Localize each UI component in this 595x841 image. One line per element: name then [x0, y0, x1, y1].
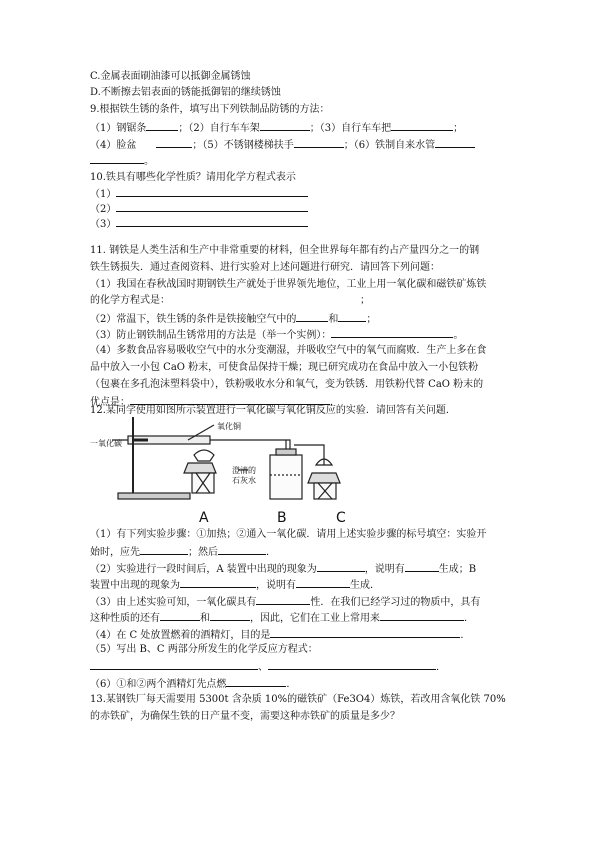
blank[interactable]	[270, 627, 460, 638]
q12-stem: 12.某同学使用如图所示装置进行一氧化碳与氧化铜反应的实验．请回答有关问题．	[90, 405, 456, 416]
equation-blank[interactable]	[268, 659, 436, 670]
option-c: C.金属表面刷油漆可以抵御金属锈蚀	[90, 71, 251, 82]
q11-3: （3）防止钢铁制品生锈常用的方法是（举一个实例）： 。	[90, 327, 463, 343]
q12-2-a: （2）实验进行一段时间后，A 装置中出现的现象为 ，说明有 生成；B	[90, 561, 476, 577]
q11-4-b: 品中放入一小包 CaO 粉末，可使食品保持干燥；现已研究成功在食品中放入一小包铁粉	[90, 362, 479, 373]
equation-blank[interactable]	[90, 659, 258, 670]
q11-2: （2）常温下，铁生锈的条件是铁接触空气中的 和 ；	[90, 311, 376, 327]
blank[interactable]	[260, 120, 310, 131]
q11-4-a: （4）多数食品容易吸收空气中的水分变潮湿，并吸收空气中的氧气而腐败．生产上多在食	[90, 345, 487, 356]
blank[interactable]	[140, 544, 188, 555]
blank[interactable]	[180, 577, 256, 588]
label-c: C	[336, 510, 346, 526]
blank[interactable]	[90, 153, 144, 164]
blank[interactable]	[146, 120, 178, 131]
blank[interactable]	[296, 577, 350, 588]
q12-1-a: （1）有下列实验步骤：①加热；②通入一氧化碳．请用上述实验步骤的标号填空：实验开	[90, 529, 487, 540]
q12-6: （6）①和②两个酒精灯先点燃 ．	[90, 676, 296, 692]
q13-stem-1: 13.某钢铁厂每天需要用 5300t 含杂质 10%的磁铁矿（Fe3O4）炼铁，若改用含氧化铁 70%	[90, 694, 506, 705]
q9-row3: 。	[90, 153, 154, 169]
q12-4: （4）在 C 处放置燃着的酒精灯，目的是 ．	[90, 627, 470, 643]
burner-flame-a	[194, 450, 214, 461]
option-d: D.不断擦去铝表面的锈能抵御铝的继续锈蚀	[90, 87, 281, 98]
q9-row2: （4）脸盆 ；（5）不锈钢楼梯扶手 ；（6）铁制自来水管	[90, 137, 475, 153]
answer-line[interactable]	[116, 186, 308, 197]
q12-5-answers: 、 ．	[90, 659, 446, 675]
blank[interactable]	[218, 544, 266, 555]
blank[interactable]	[160, 610, 200, 621]
label-limewater-2: 石灰水	[232, 476, 256, 485]
q12-5-stem: （5）写出 B、C 两部分所发生的化学反应方程式：	[90, 644, 318, 655]
q11-stem-1: 11. 钢铁是人类生活和生产中非常重要的材料，但全世界每年都有约占产量四分之一的钢	[90, 245, 480, 256]
answer-line[interactable]	[116, 216, 308, 227]
q12-3-a: （3）由上述实验可知，一氧化碳具有 性．在我们已经学习过的物质中，具有	[90, 594, 480, 610]
iron-stand-base	[118, 493, 190, 499]
q10-line2: （2）	[90, 201, 308, 217]
q11-4-d: 优点是： ．	[90, 394, 340, 410]
q10-line1: （1）	[90, 186, 308, 202]
blank[interactable]	[338, 311, 366, 322]
q11-4-c: （包裹在多孔泡沫塑料袋中），铁粉吸收水分和氧气，变为铁锈．用铁粉代替 CaO 粉末的	[90, 379, 484, 390]
q10-stem: 10.铁具有哪些化学性质？请用化学方程式表示	[90, 172, 296, 183]
blank[interactable]	[156, 137, 192, 148]
q11-1-b: 的化学方程式是： ；	[90, 295, 370, 306]
q13-stem-2: 的赤铁矿，为确保生铁的日产量不变，需要这种赤铁矿的质量是多少？	[90, 711, 400, 722]
label-cuo: 氧化铜	[217, 422, 241, 431]
q12-1-b: 始时，应先 ；然后 ．	[90, 544, 276, 560]
blank[interactable]	[256, 594, 310, 605]
blank[interactable]	[405, 561, 439, 572]
q9-stem: 9.根据铁生锈的条件，填写出下列铁制品防锈的方法：	[90, 104, 330, 115]
q9-row1: （1）钢锯条 ；（2）自行车车架 ；（3）自行车车把 ；	[90, 120, 463, 136]
q12-3-b: 这种性质的还有 和 ，因此，它们在工业上常用来 ．	[90, 610, 474, 626]
blank[interactable]	[226, 676, 286, 687]
blank[interactable]	[435, 137, 475, 148]
label-b: B	[277, 510, 287, 526]
label-co: 一氧化碳	[90, 439, 122, 448]
blank[interactable]	[380, 610, 464, 621]
q11-1-a: （1）我国在春秋战国时期钢铁生产就处于世界领先地位，工业上用一氧化碳和磁铁矿炼铁	[90, 279, 487, 290]
q10-line3: （3）	[90, 216, 308, 232]
blank[interactable]	[391, 120, 453, 131]
label-a: A	[199, 510, 209, 526]
label-limewater-1: 澄清的	[232, 466, 256, 475]
blank[interactable]	[210, 610, 250, 621]
q11-stem-2: 铁生锈损失．通过查阅资料、进行实验对上述问题进行研究．请回答下列问题：	[90, 262, 440, 273]
blank[interactable]	[331, 327, 453, 338]
q12-2-b: 装置中出现的现象为 ，说明有 生成．	[90, 577, 380, 593]
blank[interactable]	[317, 561, 365, 572]
answer-line[interactable]	[116, 201, 308, 212]
blank[interactable]	[296, 311, 328, 322]
limewater-bottle	[270, 455, 302, 499]
blank[interactable]	[294, 137, 344, 148]
